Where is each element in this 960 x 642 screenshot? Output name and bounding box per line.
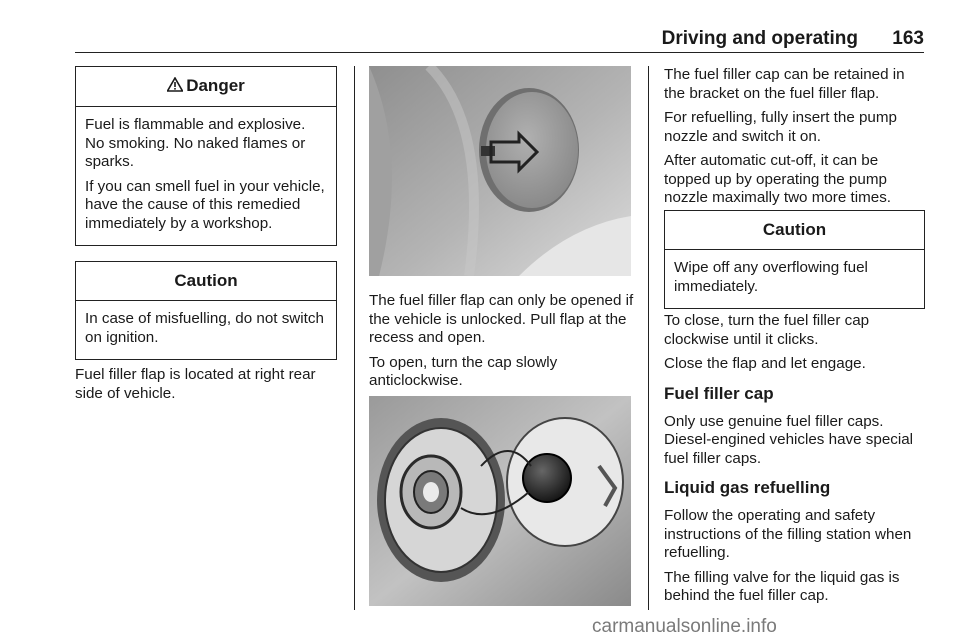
fuel-filler-cap-open-illustration xyxy=(369,396,631,606)
column-divider xyxy=(648,66,649,610)
body-paragraph: To open, turn the cap slowly anticlockwise. xyxy=(369,353,558,389)
caution-box xyxy=(75,261,337,360)
fuel-flap-closed-illustration xyxy=(369,66,631,276)
page-number: 163 xyxy=(892,28,924,49)
caution-box-header: Caution xyxy=(76,262,336,301)
caution-text: Wipe off any overflowing fuel immediately. xyxy=(674,259,868,295)
body-paragraph: Only use genuine fuel filler caps. Diesel-engined vehicles have special fuel filler caps. xyxy=(664,412,914,467)
danger-label: Danger xyxy=(186,76,245,95)
column-divider xyxy=(354,66,355,610)
body-paragraph: Follow the operating and safety instructions of the filling station when refuelling. xyxy=(664,507,912,561)
danger-box xyxy=(75,66,337,246)
danger-box-header xyxy=(76,67,336,107)
body-paragraph: For refuelling, fully insert the pump nozzle and switch it on. xyxy=(664,109,897,145)
page-header xyxy=(75,26,924,53)
body-paragraph: Fuel filler flap is located at right rear side of vehicle. xyxy=(75,366,316,402)
caution-text: In case of misfuelling, do not switch on ignition. xyxy=(85,310,324,346)
warning-triangle-icon xyxy=(167,77,183,97)
body-paragraph: The filling valve for the liquid gas is behind the fuel filler cap. xyxy=(664,568,900,604)
section-heading: Liquid gas refuelling xyxy=(664,478,831,497)
body-paragraph: The fuel filler cap can be retained in the bracket on the fuel filler flap. xyxy=(664,66,905,102)
caution-box xyxy=(664,210,925,309)
body-paragraph: The fuel filler flap can only be opened if the vehicle is unlocked. Pull flap at the recess and open. xyxy=(369,292,634,346)
danger-paragraph: Fuel is flammable and explosive. No smoking. No naked flames or sparks. xyxy=(85,116,306,170)
body-paragraph: After automatic cut-off, it can be topped up by operating the pump nozzle maximally two more times. xyxy=(664,152,892,206)
section-title: Driving and operating xyxy=(661,28,858,49)
danger-paragraph: If you can smell fuel in your vehicle, have the cause of this remedied immediately by a workshop. xyxy=(85,177,325,232)
body-paragraph: To close, turn the fuel filler cap clockwise until it clicks. xyxy=(664,312,870,348)
caution-box-header: Caution xyxy=(665,211,924,250)
body-paragraph: Close the flap and let engage. xyxy=(664,355,866,372)
watermark: carmanualsonline.info xyxy=(592,616,777,637)
section-heading: Fuel filler cap xyxy=(664,383,774,403)
